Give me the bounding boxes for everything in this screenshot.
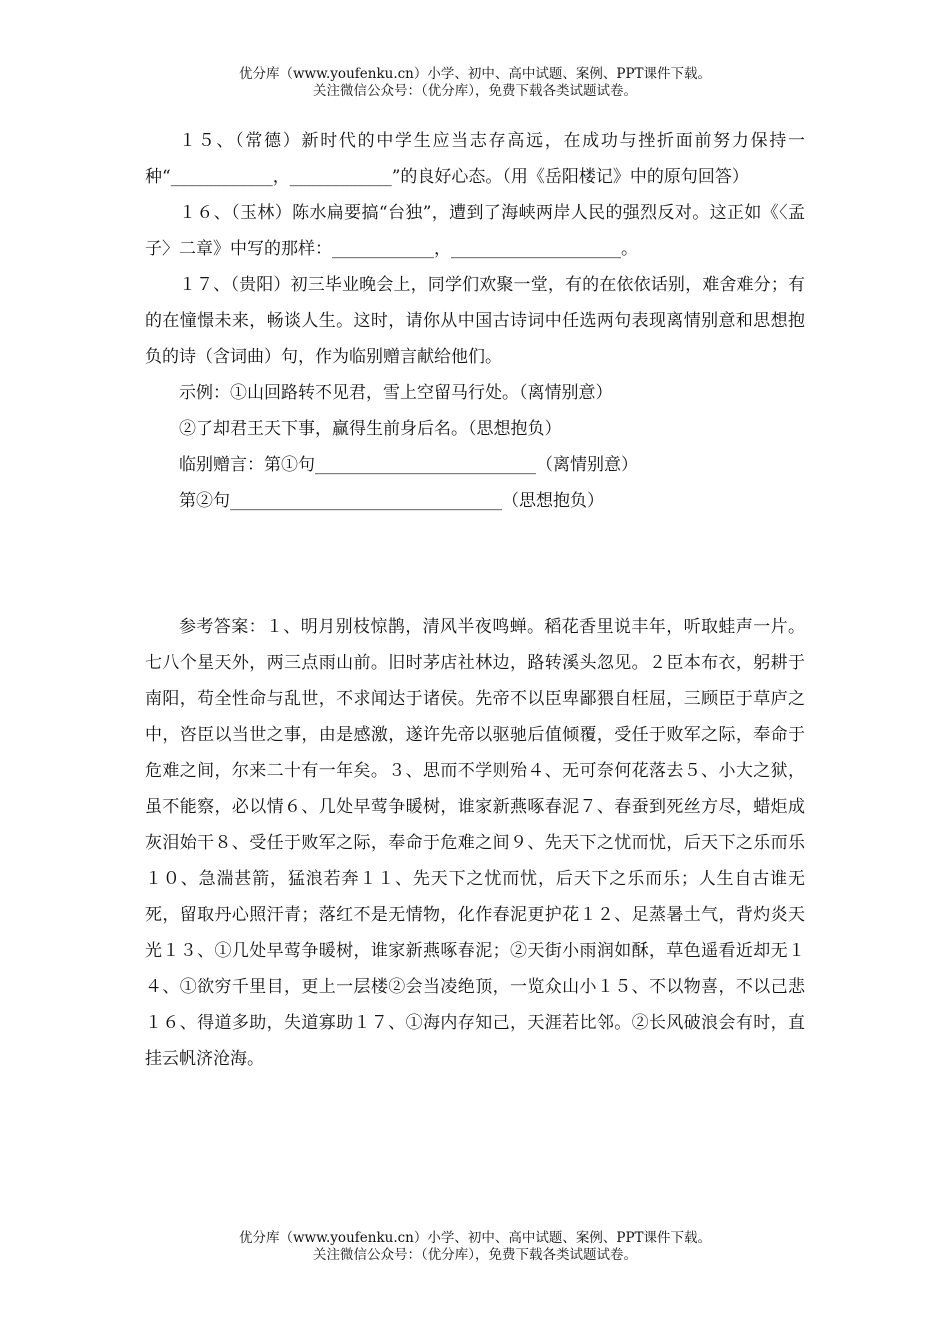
page-footer <box>0 1230 950 1264</box>
example-line-2: ②了却君王天下事，赢得生前身后名。（思想抱负） <box>179 419 562 439</box>
answers-section <box>145 609 805 1077</box>
header-line-2: 关注微信公众号：（优分库），免费下载各类试题试卷。 <box>313 83 637 99</box>
header-line-1: 优分库（www.youfenku.cn）小学、初中、高中试题、案例、PPT课件下载。 <box>238 66 712 82</box>
question-16: １６、（玉林）陈水扁要搞“台独”，遭到了海峡两岸人民的强烈反对。这正如《〈孟子〉二章》中写的那样：____________，____________________。 <box>145 203 805 259</box>
page-header <box>0 66 950 100</box>
question-17: １７、（贵阳）初三毕业晚会上，同学们欢聚一堂，有的在依依话别，难舍难分；有的在憧憬未来，畅谈人生。这时，请你从中国古诗词中任选两句表现离情别意和思想抱负的诗（含词曲）句，作为临别赠言献给他们。 <box>145 275 805 367</box>
footer-line-1: 优分库（www.youfenku.cn）小学、初中、高中试题、案例、PPT课件下载。 <box>238 1230 712 1246</box>
questions-section <box>145 123 805 519</box>
example-line-1: 示例：①山回路转不见君，雪上空留马行处。（离情别意） <box>179 383 613 403</box>
gift-line-1: 临别赠言：第①句__________________________（离情别意） <box>179 455 638 475</box>
question-15: １５、（常德）新时代的中学生应当志存高远，在成功与挫折面前努力保持一种“____________，____________”的良好心态。（用《岳阳楼记》中的原句回答） <box>145 131 805 187</box>
gift-line-2: 第②句________________________________（思想抱负） <box>179 491 604 511</box>
reference-answers: 参考答案：１、明月别枝惊鹊，清风半夜鸣蝉。稻花香里说丰年，听取蛙声一片。七八个星天外，两三点雨山前。旧时茅店社林边，路转溪头忽见。２臣本布衣，躬耕于南阳，苟全性命与乱世，不求闻达于诸侯。先帝不以臣卑鄙猥自枉屈，三顾臣于草庐之中，咨臣以当世之事，由是感激，遂许先帝以驱驰后值倾覆，受任于败军之际，奉命于危难之间，尔来二十有一年矣。３、思而不学则殆４、无可奈何花落去５、小大之狱，虽不能察，必以情６、几处早莺争暖树，谁家新燕啄春泥７、春蚕到死丝方尽，蜡炬成灰泪始干８、受任于败军之际，奉命于危难之间９、先天下之忧而忧，后天下之乐而乐１０、急湍甚箭，猛浪若奔１１、先天下之忧而忧，后天下之乐而乐；人生自古谁无死，留取丹心照汗青；落红不是无情物，化作春泥更护花１２、足蒸暑土气，背灼炎天光１３、①几处早莺争暖树，谁家新燕啄春泥；②天街小雨润如酥，草色遥看近却无１４、①欲穷千里目，更上一层楼②会当凌绝顶，一览众山小１５、不以物喜，不以己悲１６、得道多助，失道寡助１７、①海内存知己，天涯若比邻。②长风破浪会有时，直挂云帆济沧海。 <box>145 617 805 1069</box>
footer-line-2: 关注微信公众号：（优分库），免费下载各类试题试卷。 <box>313 1247 637 1263</box>
